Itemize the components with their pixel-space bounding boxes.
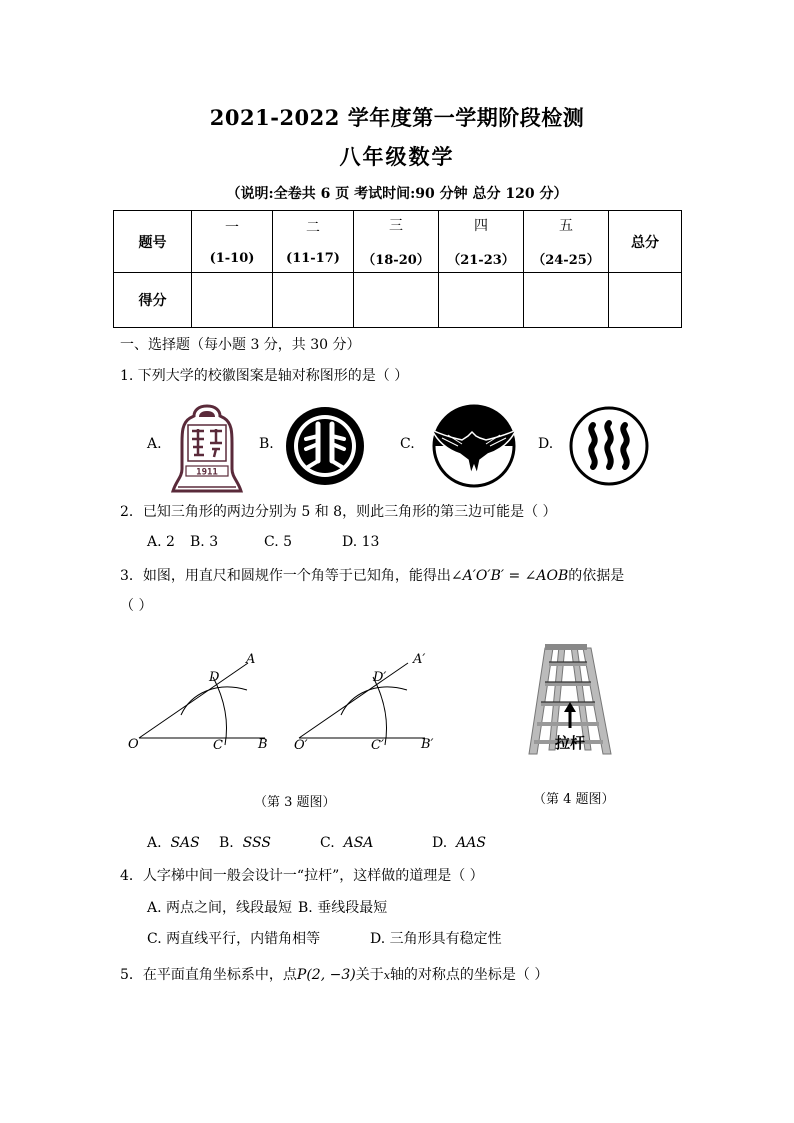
q1-label-a: A. [147, 436, 162, 452]
col-3: 三 （18-20） [354, 211, 439, 273]
score-cell[interactable] [439, 273, 524, 328]
svg-text:D: D [209, 670, 220, 685]
ladder-figure [525, 640, 615, 760]
score-cell[interactable] [354, 273, 439, 328]
score-cell[interactable] [609, 273, 682, 328]
score-cell[interactable] [524, 273, 609, 328]
emblem-d-icon [568, 405, 650, 487]
q3-math: ∠A′O′B′ = ∠AOB [450, 568, 569, 584]
q3-figure-1 [125, 645, 285, 760]
col-5: 五 （24-25） [524, 211, 609, 273]
exam-note: （说明:全卷共 6 页 考试时间:90 分钟 总分 120 分） [226, 186, 568, 202]
svg-text:A: A [246, 652, 256, 667]
q4-option-b: B. 垂线段最短 [298, 900, 388, 916]
svg-text:C′: C′ [371, 738, 384, 753]
col-1: 一 (1-10) [192, 211, 273, 273]
q4-option-a: A. 两点之间，线段最短 [147, 900, 293, 916]
q1-stem: 1. 下列大学的校徽图案是轴对称图形的是（ ） [120, 368, 409, 384]
q4-caption: （第 4 题图） [533, 792, 615, 807]
svg-text:1911: 1911 [196, 467, 218, 478]
q2-option-d: D. 13 [342, 534, 380, 550]
q1-label-b: B. [259, 436, 274, 452]
q2-option-b: B. 3 [190, 534, 219, 550]
score-cell[interactable] [273, 273, 354, 328]
q1-label-c: C. [400, 436, 415, 452]
q4-option-d: D. 三角形具有稳定性 [370, 931, 502, 947]
col-total: 总分 [609, 211, 682, 273]
col-4: 四 （21-23） [439, 211, 524, 273]
q5-stem: 5．在平面直角坐标系中，点P(2, −3)关于x轴的对称点的坐标是（ ） [120, 967, 549, 983]
svg-text:A′: A′ [413, 652, 426, 667]
col-2: 二 (11-17) [273, 211, 354, 273]
exam-title: 2021-2022 学年度第一学期阶段检测 [209, 105, 585, 130]
q4-stem: 4．人字梯中间一般会设计一“拉杆”，这样做的道理是（ ） [120, 868, 484, 884]
q3-caption: （第 3 题图） [254, 795, 336, 810]
q3-stem-line2: （ ） [120, 598, 153, 614]
q3-stem: 3．如图，用直尺和圆规作一个角等于已知角，能得出∠A′O′B′ = ∠AOB的依据是 [120, 568, 625, 584]
exam-subject: 八年级数学 [339, 144, 455, 169]
section-heading: 一、选择题（每小题 3 分，共 30 分） [120, 337, 361, 353]
q2-option-a: A. 2 [147, 534, 175, 550]
q2-stem: 2．已知三角形的两边分别为 5 和 8，则此三角形的第三边可能是（ ） [120, 504, 557, 520]
ladder-pull-rod-label: 拉杆 [554, 734, 586, 752]
q4-option-c: C. 两直线平行，内错角相等 [147, 931, 321, 947]
q2-option-c: C. 5 [264, 534, 293, 550]
emblem-c-icon [430, 402, 518, 488]
q3-option-b: B. SSS [219, 835, 271, 851]
row-label-score: 得分 [114, 273, 192, 328]
score-table [113, 210, 682, 328]
row-label-question-no: 题号 [114, 211, 192, 273]
svg-text:O′: O′ [294, 738, 308, 753]
score-cell[interactable] [192, 273, 273, 328]
svg-text:C: C [213, 738, 223, 753]
q5-math: P(2, −3) [296, 967, 356, 983]
svg-text:B′: B′ [421, 737, 434, 752]
q3-figure-2 [285, 645, 445, 760]
q1-label-d: D. [538, 436, 554, 452]
q3-option-c: C. ASA [320, 835, 374, 851]
svg-text:O: O [128, 737, 139, 752]
q3-option-a: A. SAS [147, 835, 200, 851]
q3-option-d: D. AAS [432, 835, 486, 851]
svg-text:D′: D′ [373, 670, 387, 685]
svg-text:B: B [258, 737, 268, 752]
emblem-b-icon [284, 405, 366, 487]
emblem-a-icon [170, 403, 244, 495]
